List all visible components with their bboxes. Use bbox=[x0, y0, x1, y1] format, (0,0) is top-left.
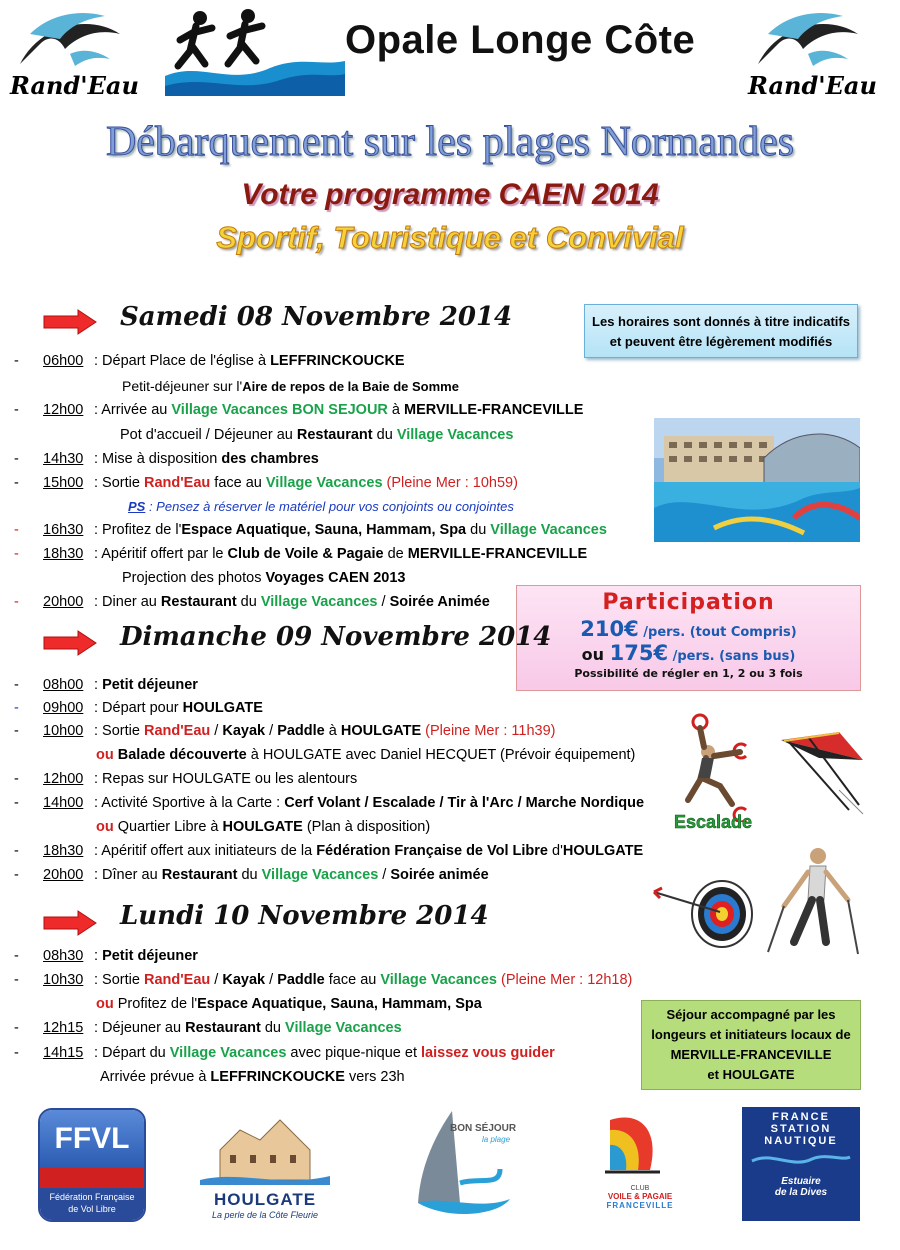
ffvl-logo bbox=[38, 1108, 146, 1222]
club-voile-logo-line1: CLUB bbox=[630, 1185, 650, 1192]
header-title: Opale Longe Côte bbox=[345, 18, 696, 62]
dolphin-icon bbox=[10, 4, 135, 79]
randeau-logo-right-text: Rand'Eau bbox=[748, 71, 877, 100]
guide-notice-line4: et HOULGATE bbox=[707, 1067, 795, 1082]
ffvl-logo-sub1: Fédération Française bbox=[49, 1192, 135, 1202]
runners-waves-icon bbox=[160, 6, 350, 96]
club-voile-logo-line3: FRANCEVILLE bbox=[606, 1201, 674, 1210]
houlgate-building-icon bbox=[200, 1110, 330, 1185]
fsn-line4: Estuaire bbox=[781, 1176, 821, 1187]
guide-notice-line1: Séjour accompagné par les bbox=[666, 1007, 836, 1022]
ffvl-logo-sub2: de Vol Libre bbox=[68, 1204, 116, 1214]
schedule-notice-line1: Les horaires sont donnés à titre indicatifs bbox=[592, 314, 850, 329]
day-title-monday: Lundi 10 Novembre 2014 bbox=[120, 901, 489, 931]
schedule-row-cont: Petit-déjeuner sur l'Aire de repos de la Baie de Somme bbox=[122, 378, 459, 394]
village-vacances-photo bbox=[654, 418, 860, 542]
schedule-notice bbox=[584, 304, 858, 358]
schedule-row-cont: ou Quartier Libre à HOULGATE (Plan à disposition) bbox=[96, 819, 431, 835]
archery-target-icon bbox=[650, 878, 755, 950]
headline-sportif: Sportif, Touristique et Convivial bbox=[216, 220, 684, 255]
schedule-row-cont: Arrivée prévue à LEFFRINCKOUCKE vers 23h bbox=[100, 1069, 405, 1085]
schedule-notice-line2: et peuvent être légèrement modifiés bbox=[609, 334, 833, 349]
participation-payment: Possibilité de régler en 1, 2 ou 3 fois bbox=[574, 667, 803, 680]
wave-icon bbox=[742, 1147, 860, 1171]
arrow-right-icon bbox=[42, 309, 98, 335]
schedule-row-cont: ou Balade découverte à HOULGATE avec Daniel HECQUET (Prévoir équipement) bbox=[96, 747, 636, 763]
participation-box bbox=[516, 585, 861, 691]
headline-debarquement: Débarquement sur les plages Normandes bbox=[105, 119, 795, 165]
houlgate-logo-title: HOULGATE bbox=[213, 1190, 317, 1209]
dolphin-icon bbox=[748, 4, 873, 79]
club-voile-sail-icon bbox=[590, 1110, 690, 1180]
participation-price-full: 210€ /pers. (tout Compris) bbox=[580, 617, 797, 641]
bonsejour-logo-title: BON SÉJOUR bbox=[450, 1123, 517, 1134]
schedule-row-cont: Pot d'accueil / Déjeuner au Restaurant du Village Vacances bbox=[120, 427, 514, 443]
schedule-row-cont: Projection des photos Voyages CAEN 2013 bbox=[122, 570, 406, 586]
randeau-logo-left-text: Rand'Eau bbox=[10, 71, 139, 100]
guide-notice-line2: longeurs et initiateurs locaux de bbox=[651, 1027, 851, 1042]
day-title-sunday: Dimanche 09 Novembre 2014 bbox=[120, 622, 552, 652]
houlgate-logo bbox=[200, 1110, 330, 1220]
france-station-nautique-logo bbox=[742, 1107, 860, 1221]
arrow-right-icon bbox=[42, 630, 98, 656]
randeau-logo-left bbox=[10, 4, 139, 104]
kite-icon bbox=[779, 730, 865, 815]
headline-programme: Votre programme CAEN 2014 bbox=[241, 178, 659, 211]
nordic-walker-icon bbox=[764, 842, 862, 957]
guide-notice bbox=[641, 1000, 861, 1090]
ps-note: PS : Pensez à réserver le matériel pour vos conjoints ou conjointes bbox=[128, 499, 514, 514]
arrow-right-icon bbox=[42, 910, 98, 936]
guide-notice-line3: MERVILLE-FRANCEVILLE bbox=[670, 1047, 832, 1062]
fsn-line5: de la Dives bbox=[774, 1187, 828, 1198]
participation-title: Participation bbox=[602, 590, 775, 615]
fsn-line3: NAUTIQUE bbox=[764, 1135, 838, 1147]
escalade-label: Escalade bbox=[674, 812, 753, 832]
club-voile-logo bbox=[590, 1110, 690, 1220]
day-title-saturday: Samedi 08 Novembre 2014 bbox=[120, 302, 513, 332]
bonsejour-logo-sub: la plage bbox=[482, 1135, 511, 1144]
schedule-row-cont: ou Profitez de l'Espace Aquatique, Sauna, Hammam, Spa bbox=[96, 996, 482, 1012]
fsn-line2: STATION bbox=[770, 1123, 832, 1135]
club-voile-logo-line2: VOILE & PAGAIE bbox=[607, 1192, 673, 1201]
sail-icon bbox=[400, 1103, 520, 1223]
houlgate-logo-sub: La perle de la Côte Fleurie bbox=[211, 1210, 319, 1220]
fsn-line1: FRANCE bbox=[772, 1111, 830, 1123]
randeau-logo-right bbox=[748, 4, 877, 104]
ffvl-logo-title: FFVL bbox=[54, 1122, 130, 1155]
participation-price-nobus: ou 175€ /pers. (sans bus) bbox=[581, 641, 796, 665]
climber-icon bbox=[670, 712, 760, 822]
bonsejour-logo bbox=[400, 1103, 520, 1223]
